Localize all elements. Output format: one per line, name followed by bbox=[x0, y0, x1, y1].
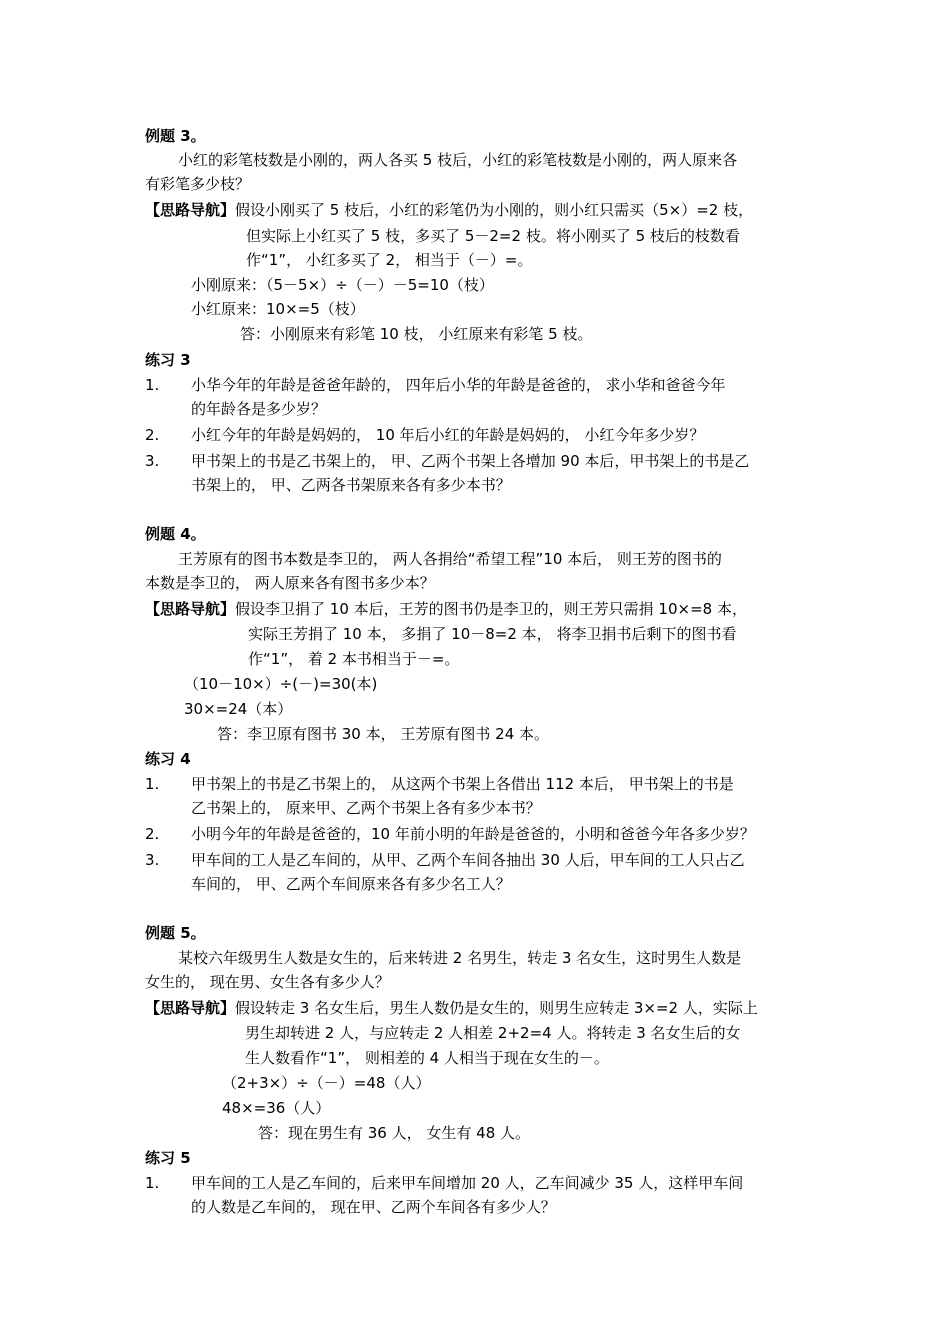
example-4-calc-1: （10－10×）÷(－)=30(本) bbox=[184, 675, 378, 693]
list-item-text: 小红今年的年龄是妈妈的， 10 年后小红的年龄是妈妈的， 小红今年多少岁？ bbox=[191, 426, 705, 444]
list-item-text: 甲车间的工人是乙车间的，后来甲车间增加 20 人，乙车间减少 35 人，这样甲车间 bbox=[191, 1174, 744, 1192]
example-3-problem-line-1: 小红的彩笔枝数是小刚的，两人各买 5 枝后，小红的彩笔枝数是小刚的，两人原来各 bbox=[178, 151, 738, 169]
list-number: 3. bbox=[145, 851, 160, 869]
example-3-problem-line-2: 有彩笔多少枝？ bbox=[145, 175, 251, 193]
example-3-nav-line-2: 但实际上小红买了 5 枝，多买了 5－2=2 枝。将小刚买了 5 枝后的枝数看 bbox=[246, 227, 740, 245]
example-4-answer: 答：李卫原有图书 30 本， 王芳原有图书 24 本。 bbox=[217, 725, 550, 743]
list-item-text: 小明今年的年龄是爸爸的，10 年前小明的年龄是爸爸的，小明和爸爸今年各多少岁？ bbox=[191, 825, 755, 843]
practice-3-item-2 bbox=[145, 423, 704, 447]
practice-4-item-3-cont: 车间的， 甲、乙两个车间原来各有多少名工人？ bbox=[191, 875, 511, 893]
example-5-nav-label: 【思路导航】 bbox=[145, 999, 236, 1017]
list-item-text: 甲车间的工人是乙车间的，从甲、乙两个车间各抽出 30 人后，甲车间的工人只占乙 bbox=[191, 851, 745, 869]
example-3-answer: 答：小刚原来有彩笔 10 枝， 小红原来有彩笔 5 枝。 bbox=[240, 325, 593, 343]
practice-4-item-1 bbox=[145, 772, 734, 796]
practice-4-title: 练习 4 bbox=[145, 750, 191, 768]
list-number: 2. bbox=[145, 825, 160, 843]
practice-4-item-3 bbox=[145, 848, 745, 872]
practice-3-item-1-cont: 的年龄各是多少岁？ bbox=[191, 400, 327, 418]
practice-5-title: 练习 5 bbox=[145, 1149, 191, 1167]
list-number: 1. bbox=[145, 1174, 160, 1192]
example-5-calc-2: 48×=36（人） bbox=[222, 1099, 331, 1117]
example-5-title: 例题 5。 bbox=[145, 924, 206, 942]
example-3-calc-1: 小刚原来：（5－5×）÷（－）－5=10（枝） bbox=[191, 276, 494, 294]
list-item-text: 甲书架上的书是乙书架上的， 甲、乙两个书架上各增加 90 本后，甲书架上的书是乙 bbox=[191, 452, 750, 470]
list-number: 3. bbox=[145, 452, 160, 470]
example-5-problem-line-1: 某校六年级男生人数是女生的，后来转进 2 名男生，转走 3 名女生，这时男生人数是 bbox=[178, 949, 742, 967]
example-3-nav-line-1 bbox=[145, 198, 753, 222]
list-item-text: 甲书架上的书是乙书架上的， 从这两个书架上各借出 112 本后， 甲书架上的书是 bbox=[191, 775, 734, 793]
example-5-nav-text-1: 假设转走 3 名女生后，男生人数仍是女生的，则男生应转走 3×=2 人，实际上 bbox=[235, 999, 758, 1017]
practice-5-item-1 bbox=[145, 1171, 743, 1195]
example-4-nav-text-1: 假设李卫捐了 10 本后，王芳的图书仍是李卫的，则王芳只需捐 10×=8 本， bbox=[235, 600, 747, 618]
example-3-calc-2: 小红原来：10×=5（枝） bbox=[191, 300, 365, 318]
example-5-nav-line-1 bbox=[145, 996, 758, 1020]
practice-4-item-2 bbox=[145, 822, 755, 846]
example-5-nav-line-3: 生人数看作“1”， 则相差的 4 人相当于现在女生的－。 bbox=[245, 1049, 609, 1067]
example-4-problem-line-1: 王芳原有的图书本数是李卫的， 两人各捐给“希望工程”10 本后， 则王芳的图书的 bbox=[178, 550, 722, 568]
example-3-title: 例题 3。 bbox=[145, 127, 206, 145]
practice-3-title: 练习 3 bbox=[145, 351, 191, 369]
practice-4-item-1-cont: 乙书架上的， 原来甲、乙两个书架上各有多少本书？ bbox=[191, 799, 541, 817]
practice-3-item-3-cont: 书架上的， 甲、乙两各书架原来各有多少本书？ bbox=[191, 476, 511, 494]
list-number: 2. bbox=[145, 426, 160, 444]
example-3-nav-text-1: 假设小刚买了 5 枝后，小红的彩笔仍为小刚的，则小红只需买（5×）=2 枝， bbox=[235, 201, 754, 219]
example-5-calc-1: （2+3×）÷（－）=48（人） bbox=[222, 1074, 431, 1092]
example-4-nav-line-3: 作“1”， 着 2 本书相当于－=。 bbox=[248, 650, 460, 668]
example-3-nav-label: 【思路导航】 bbox=[145, 201, 236, 219]
example-5-answer: 答：现在男生有 36 人， 女生有 48 人。 bbox=[258, 1124, 531, 1142]
example-4-title: 例题 4。 bbox=[145, 525, 206, 543]
example-4-problem-line-2: 本数是李卫的， 两人原来各有图书多少本？ bbox=[145, 574, 435, 592]
example-4-nav-label: 【思路导航】 bbox=[145, 600, 236, 618]
list-number: 1. bbox=[145, 775, 160, 793]
practice-5-item-1-cont: 的人数是乙车间的， 现在甲、乙两个车间各有多少人？ bbox=[191, 1198, 556, 1216]
example-5-problem-line-2: 女生的， 现在男、女生各有多少人？ bbox=[145, 973, 390, 991]
example-4-calc-2: 30×=24（本） bbox=[184, 700, 293, 718]
example-5-nav-line-2: 男生却转进 2 人，与应转走 2 人相差 2+2=4 人。将转走 3 名女生后的女 bbox=[245, 1024, 741, 1042]
practice-3-item-1 bbox=[145, 373, 726, 397]
practice-3-item-3 bbox=[145, 449, 749, 473]
example-4-nav-line-1 bbox=[145, 597, 747, 621]
list-item-text: 小华今年的年龄是爸爸年龄的， 四年后小华的年龄是爸爸的， 求小华和爸爸今年 bbox=[191, 376, 726, 394]
example-4-nav-line-2: 实际王芳捐了 10 本， 多捐了 10－8=2 本， 将李卫捐书后剩下的图书看 bbox=[248, 625, 737, 643]
example-3-nav-line-3: 作“1”， 小红多买了 2， 相当于（－）=。 bbox=[246, 251, 533, 269]
list-number: 1. bbox=[145, 376, 160, 394]
